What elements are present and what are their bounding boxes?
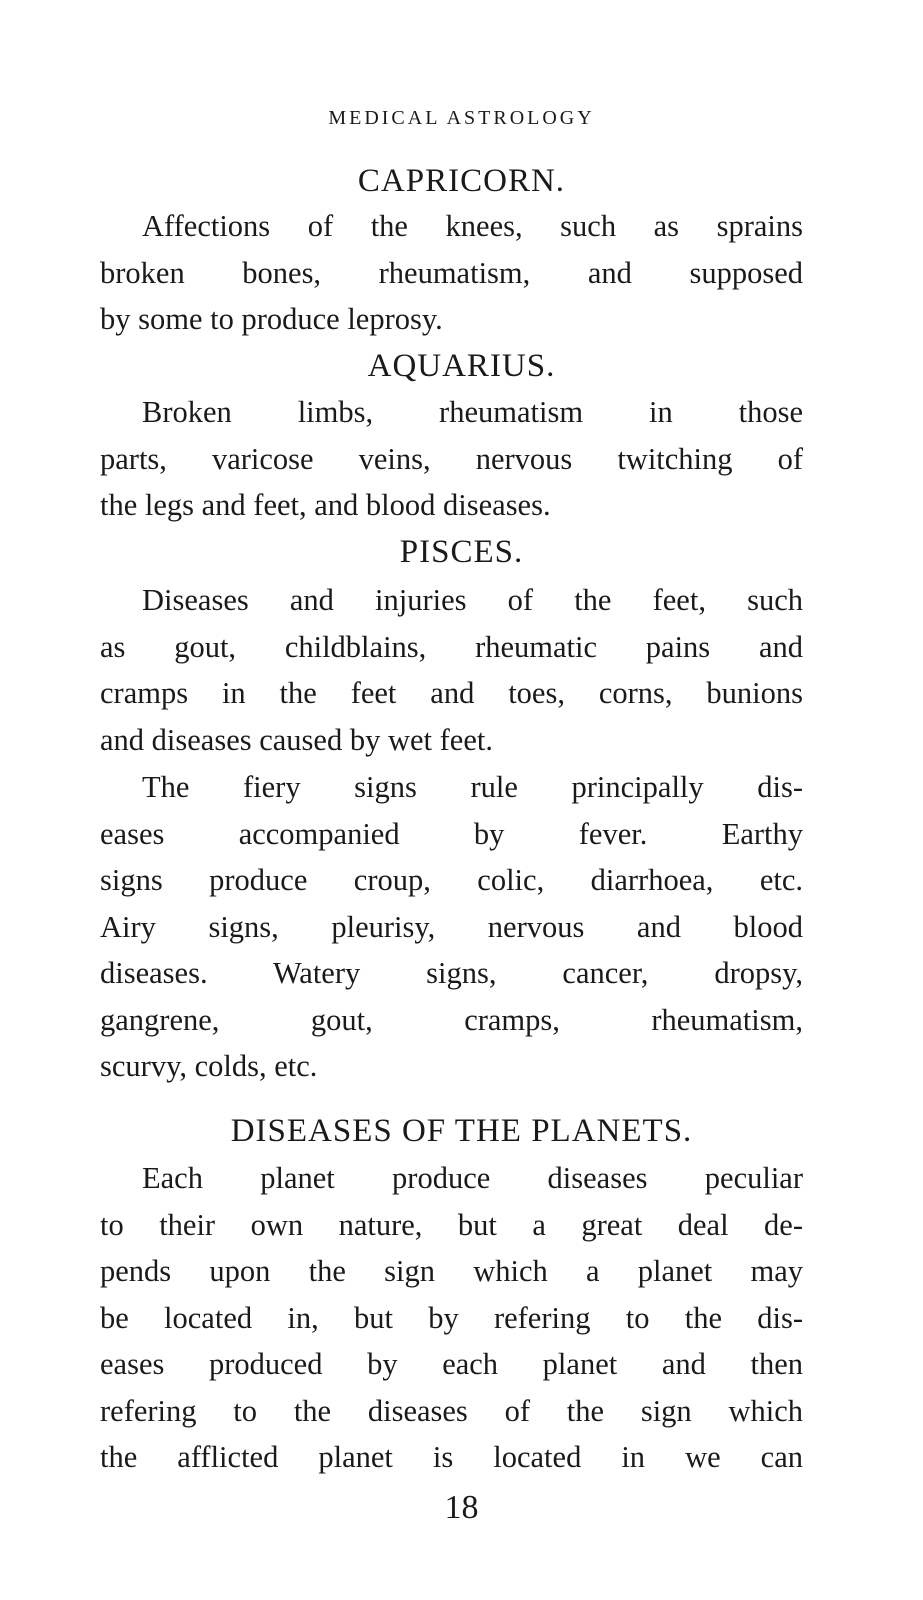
running-head: MEDICAL ASTROLOGY [328,107,595,129]
section-heading-planets: DISEASES OF THE PLANETS. [230,1113,693,1149]
text-line: as gout, childblains, rheumatic pains and [100,629,803,664]
text-line: to their own nature, but a great deal de- [100,1207,803,1242]
paragraph-aquarius [100,389,803,529]
text-line: Affections of the knees, such as sprains [142,209,803,243]
text-line: cramps in the feet and toes, corns, bunions [100,676,803,710]
text-line: Diseases and injuries of the feet, such [142,583,803,617]
text-line: eases accompanied by fever. Earthy [100,816,803,851]
section-heading-capricorn: CAPRICORN. [357,163,566,199]
text-line: signs produce croup, colic, diarrhoea, etc. [100,863,803,897]
text-line: and diseases caused by wet feet. [100,722,493,757]
text-line: Airy signs, pleurisy, nervous and blood [100,909,803,944]
paragraph-planets [100,1155,803,1481]
section-heading-aquarius: AQUARIUS. [367,348,556,384]
text-line: eases produced by each planet and then [100,1347,803,1381]
text-line: be located in, but by refering to the dis- [100,1300,803,1335]
page-number: 18 [444,1489,479,1526]
text-line: scurvy, colds, etc. [100,1049,318,1083]
text-line: broken bones, rheumatism, and supposed [100,255,803,290]
text-line: gangrene, gout, cramps, rheumatism, [100,1002,803,1037]
text-line: the afflicted planet is located in we can [100,1440,803,1474]
text-line: diseases. Watery signs, cancer, dropsy, [100,956,803,990]
text-line: the legs and feet, and blood diseases. [100,488,551,522]
text-line: by some to produce leprosy. [100,302,443,336]
section-heading-pisces: PISCES. [399,534,524,570]
text-line: The fiery signs rule principally dis- [142,770,803,804]
paragraph-capricorn [100,203,803,343]
text-line: Broken limbs, rheumatism in those [142,395,803,429]
paragraph-pisces [100,577,803,763]
paragraph-signs [100,764,803,1090]
text-line: pends upon the sign which a planet may [100,1254,803,1288]
text-line: parts, varicose veins, nervous twitching of [100,441,803,476]
text-line: Each planet produce diseases peculiar [142,1161,803,1195]
text-line: refering to the diseases of the sign which [100,1393,803,1428]
